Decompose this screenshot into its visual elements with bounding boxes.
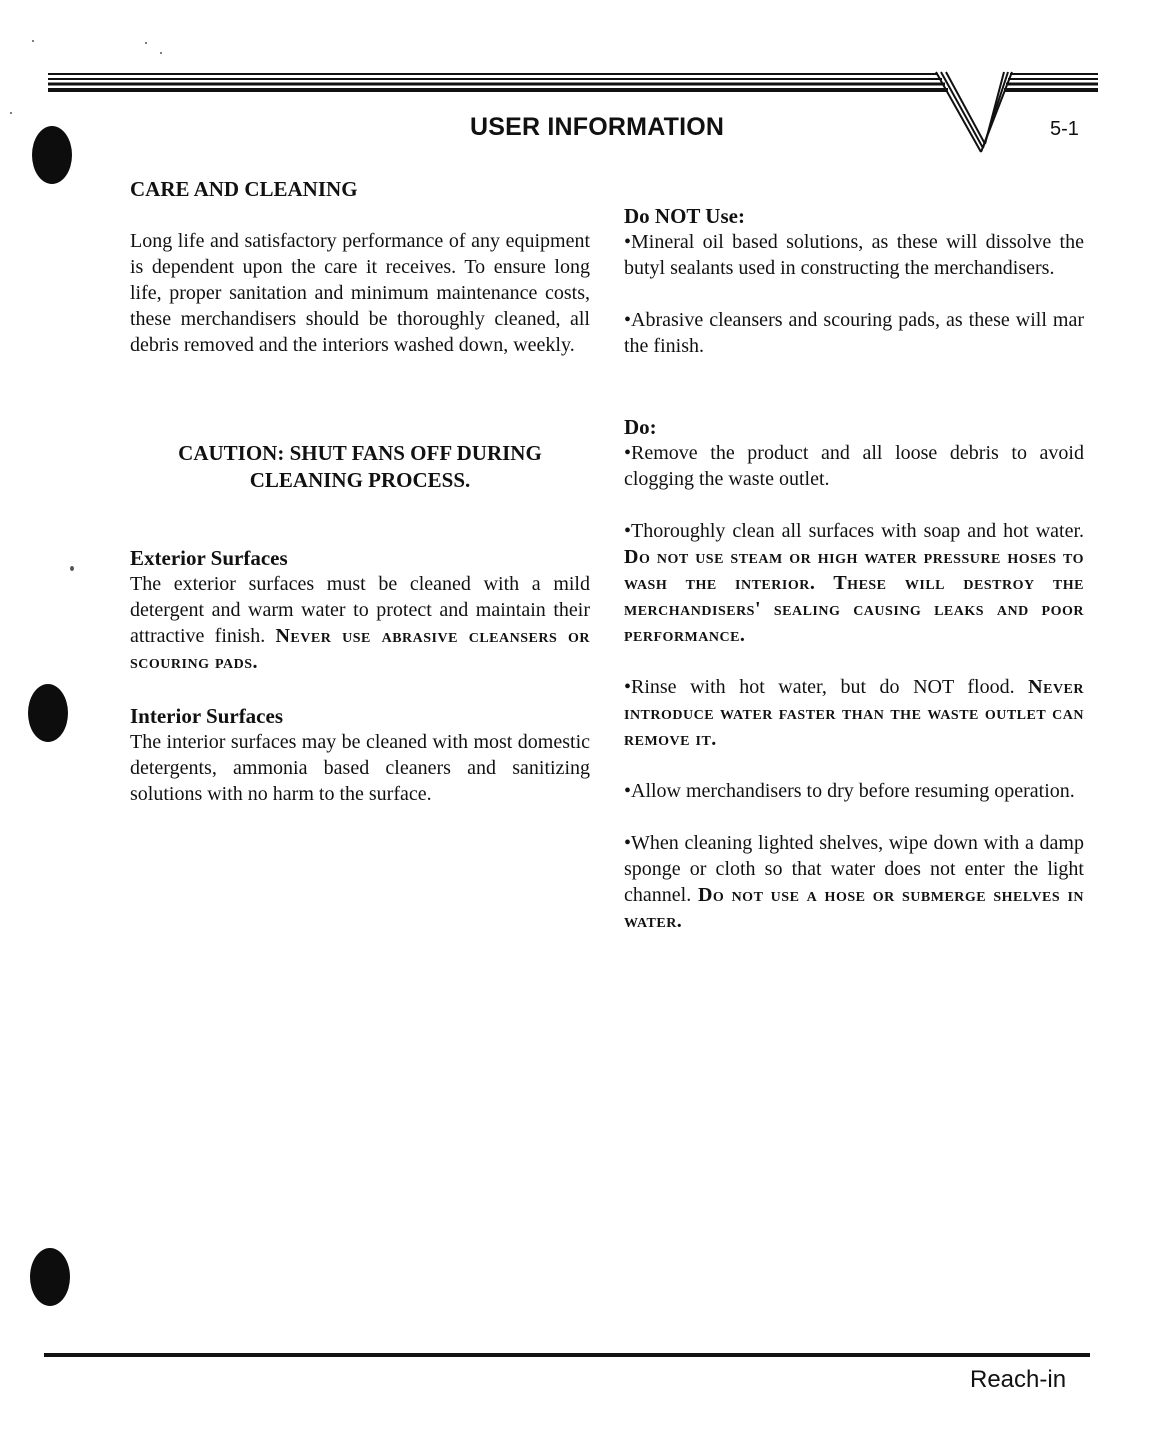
do-item-clean-text: •Thoroughly clean all surfaces with soap and hot water.	[624, 520, 1084, 542]
scan-speck	[70, 566, 74, 571]
donot-item: •Abrasive cleansers and scouring pads, as these will mar the finish.	[624, 309, 1084, 357]
do-item-shelves-warning: Do not use a hose or submerge shelves in water.	[624, 884, 1085, 932]
donot-section	[624, 203, 1084, 359]
page-header-title: USER INFORMATION	[470, 113, 725, 141]
interior-paragraph: The interior surfaces may be cleaned with most domestic detergents, ammonia based cleaners and sanitizing solutions with no harm to the surface.	[130, 731, 590, 805]
caution-line-1: CAUTION: SHUT FANS OFF DURING	[178, 441, 542, 465]
do-item-clean-warning: Do not use steam or high water pressure hoses to wash the interior. These will destroy the merchandisers' sealing causing leaks and poor performance.	[624, 546, 1084, 646]
do-item-dry: •Allow merchandisers to dry before resuming operation.	[624, 780, 1075, 802]
do-section	[624, 414, 1084, 934]
interior-section	[130, 703, 590, 807]
footer-rule	[44, 1353, 1090, 1357]
exterior-warning: Never use abrasive cleansers or scouring pads.	[130, 625, 590, 673]
caution-line-2: CLEANING PROCESS.	[249, 468, 471, 492]
scan-speck	[145, 42, 147, 44]
do-item-shelves	[624, 830, 1084, 934]
exterior-paragraph	[130, 571, 590, 675]
exterior-heading: Exterior Surfaces	[130, 546, 288, 570]
page-number: 5-1	[1050, 118, 1079, 140]
do-item-shelves-text: •When cleaning lighted shelves, wipe down with a damp sponge or cloth so that water does not enter the light channel.	[624, 832, 1084, 906]
care-heading: CARE AND CLEANING	[130, 177, 358, 201]
care-paragraph: Long life and satisfactory performance of any equipment is dependent upon the care it receives. To ensure long life, proper sanitation and minimum maintenance costs, these merchandisers should be thoroughly cleaned, all debris removed and the interiors washed down, weekly.	[130, 230, 590, 356]
scan-speck	[10, 112, 12, 114]
do-item-remove: •Remove the product and all loose debris to avoid clogging the waste outlet.	[624, 442, 1084, 490]
binder-hole	[28, 684, 68, 742]
interior-heading: Interior Surfaces	[130, 704, 283, 728]
left-column	[130, 176, 590, 358]
do-item-rinse-text: •Rinse with hot water, but do NOT flood.	[624, 676, 1029, 698]
do-item-rinse-warning: Never introduce water faster than the waste outlet can remove it.	[624, 676, 1084, 750]
donot-heading: Do NOT Use:	[624, 204, 745, 228]
scan-speck	[160, 52, 162, 54]
binder-hole	[30, 1248, 70, 1306]
donot-item: •Mineral oil based solutions, as these will dissolve the butyl sealants used in constructing the merchandisers.	[624, 231, 1084, 279]
exterior-section	[130, 545, 590, 675]
do-item-rinse	[624, 674, 1084, 752]
scan-speck	[32, 40, 34, 42]
footer-label: Reach-in	[970, 1366, 1067, 1393]
do-heading: Do:	[624, 415, 657, 439]
do-item-clean	[624, 518, 1084, 648]
caution-notice	[130, 440, 590, 494]
exterior-text: The exterior surfaces must be cleaned with a mild detergent and warm water to protect and maintain their attractive finish.	[130, 573, 590, 647]
